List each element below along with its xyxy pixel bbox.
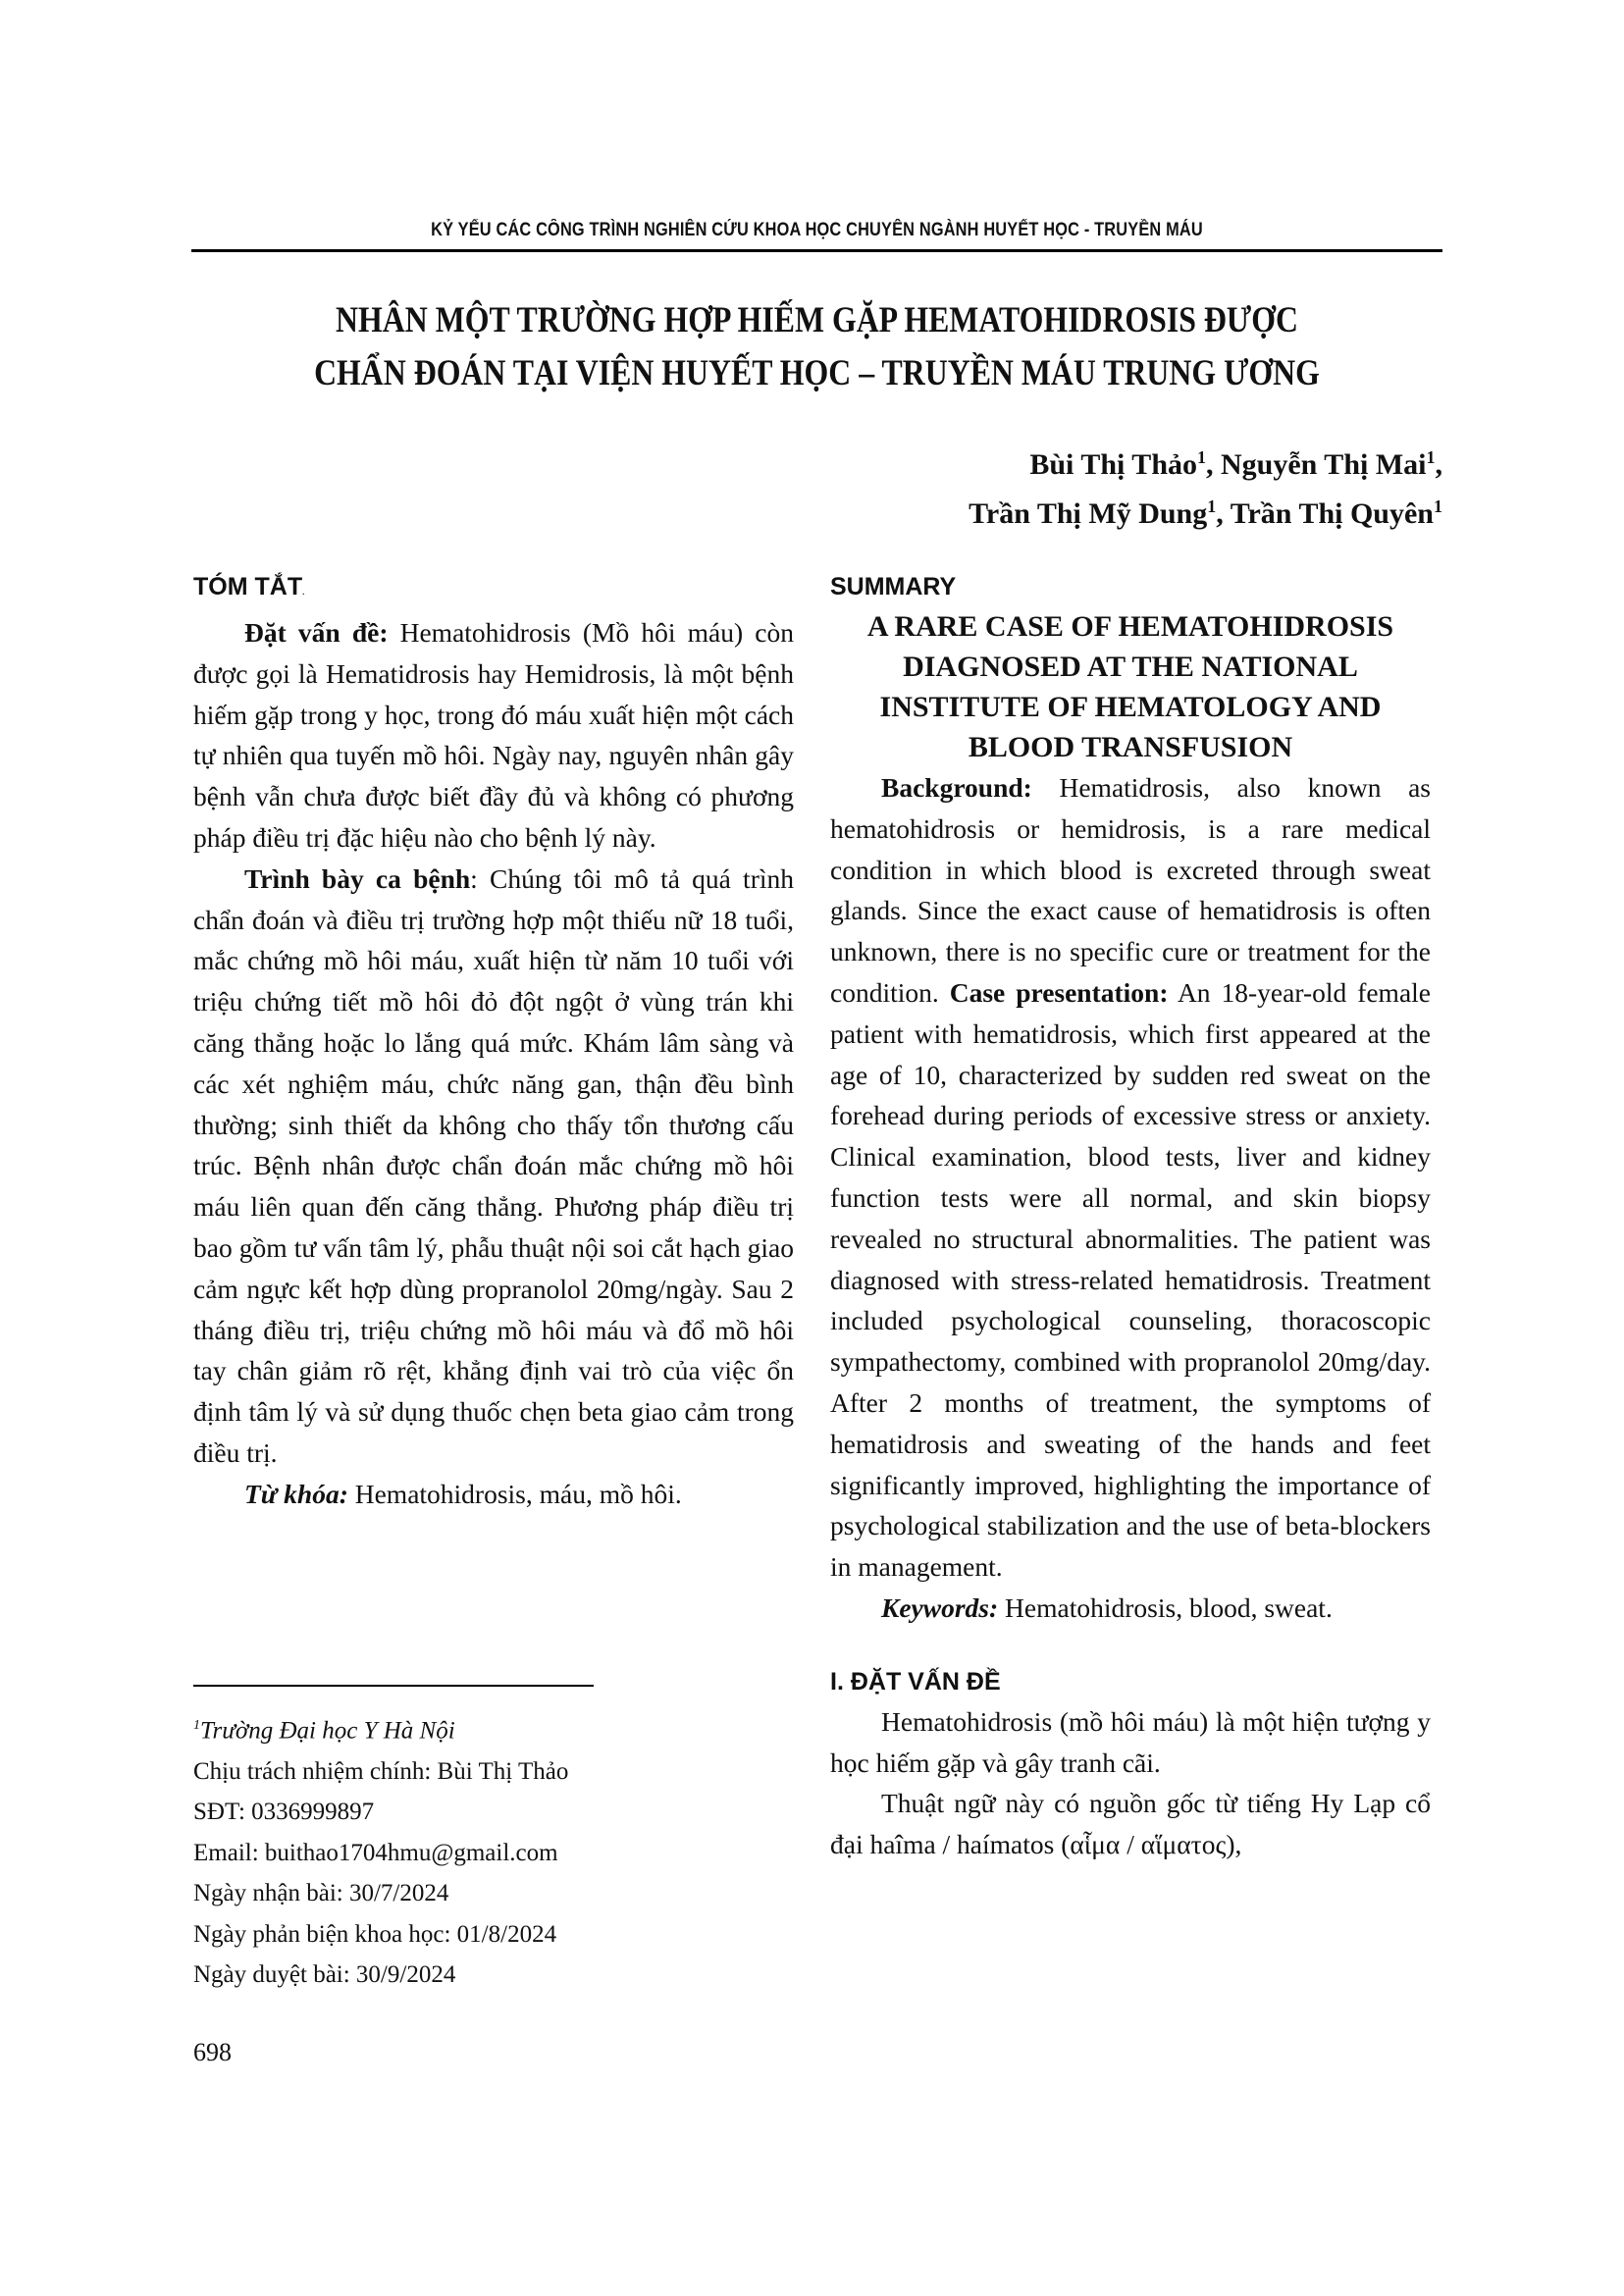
summary-body: Background: Hematidrosis, also known as hematohidrosis or hemidrosis, is a rare medical condition in which blood is excreted through sweat glands. Since the exact cause of hematidrosis is often unknown, there is no specific cure or treatment for the condition. Case presentation: An 18-year-old female patient with hematidrosis, which first appeared at the age of 10, characterized by sudden red sweat on the forehead during periods of excessive stress or anxiety. Clinical examination, blood tests, liver and kidney function tests were all normal, and skin biopsy revealed no structural abnormalities. The patient was diagnosed with stress-related hematidrosis. Treatment included psychological counseling, thoracoscopic sympathectomy, combined with propranolol 20mg/day. After 2 months of treatment, the symptoms of hematidrosis and sweating of the hands and feet significantly improved, highlighting the importance of psychological stabilization and the use of beta-blockers in management. [830, 772, 1431, 1583]
background-label: Đặt vấn đề: [244, 617, 389, 648]
author-affil: 1 [1207, 496, 1217, 516]
page-number: 698 [193, 2038, 232, 2066]
author-name: Bùi Thị Thảo [1029, 448, 1197, 481]
author-name: Nguyễn Thị Mai [1221, 448, 1427, 481]
phone: SĐT: 0336999897 [193, 1799, 375, 1826]
article-title [284, 294, 1351, 400]
case-label: Trình bày ca bệnh [244, 862, 471, 894]
received-date: Ngày nhận bài: 30/7/2024 [193, 1880, 449, 1907]
section-1-para-1: Hematohidrosis (mồ hôi máu) là một hiện tượng y học hiếm gặp và gây tranh cãi. [830, 1705, 1431, 1778]
summary-heading: SUMMARY [830, 573, 957, 600]
keywords-label: Từ khóa: [244, 1478, 348, 1509]
author-affil: 1 [1434, 496, 1442, 516]
email: Email: buithao1704hmu@gmail.com [193, 1839, 558, 1866]
section-1-para-2: Thuật ngữ này có nguồn gốc từ tiếng Hy Lạp cổ đại haîma / haímatos (αἷμα / αἵματος), [830, 1788, 1431, 1860]
title-line-1: NHÂN MỘT TRƯỜNG HỢP HIẾM GẶP HEMATOHIDROSIS ĐƯỢC [336, 300, 1298, 340]
abstract-vi-keywords: Từ khóa: Hematohidrosis, máu, mồ hôi. [244, 1478, 682, 1509]
abstract-vi-case: Trình bày ca bệnh: Chúng tôi mô tả quá trình chẩn đoán và điều trị trường hợp một thiếu nữ 18 tuổi, mắc chứng mồ hôi máu, xuất hiện từ năm 10 tuổi với triệu chứng tiết mồ hôi đỏ đột ngột ở vùng trán khi căng thẳng hoặc lo lắng quá mức. Khám lâm sàng và các xét nghiệm máu, chức năng gan, thận đều bình thường; sinh thiết da không cho thấy tổn thương cấu trúc. Bệnh nhân được chẩn đoán mắc chứng mồ hôi máu liên quan đến căng thẳng. Phương pháp điều trị bao gồm tư vấn tâm lý, phẫu thuật nội soi cắt hạch giao cảm ngực kết hợp dùng propranolol 20mg/ngày. Sau 2 tháng điều trị, triệu chứng mồ hôi máu và đổ mồ hôi tay chân giảm rõ rệt, khẳng định vai trò của việc ổn định tâm lý và sử dụng thuốc chẹn beta giao cảm trong điều trị. [193, 862, 794, 1468]
author-name: Trần Thị Mỹ Dung [969, 497, 1208, 530]
footnotes [193, 1705, 794, 1996]
footnote-rule [193, 1685, 594, 1687]
accepted-date: Ngày duyệt bài: 30/9/2024 [193, 1961, 456, 1989]
running-head: KỶ YẾU CÁC CÔNG TRÌNH NGHIÊN CỨU KHOA HỌC CHUYÊN NGÀNH HUYẾT HỌC - TRUYỀN MÁU [431, 220, 1203, 240]
case-label: Case presentation: [949, 976, 1169, 1008]
title-line-2: CHẨN ĐOÁN TẠI VIỆN HUYẾT HỌC – TRUYỀN MÁU TRUNG ƯƠNG [314, 353, 1320, 393]
author-affil: 1 [1426, 447, 1436, 467]
author-name: Trần Thị Quyên [1230, 497, 1434, 530]
summary-keywords: Keywords: Hematohidrosis, blood, sweat. [881, 1592, 1333, 1623]
summary-title: A RARE CASE OF HEMATOHIDROSIS DIAGNOSED AT THE NATIONAL INSTITUTE OF HEMATOLOGY AND BLOOD TRANSFUSION [866, 610, 1394, 763]
section-1-heading: I. ĐẶT VẤN ĐỀ [830, 1667, 1001, 1696]
right-column [830, 567, 1431, 1865]
abstract-vi-background: Đặt vấn đề: Hematohidrosis (Mồ hôi máu) còn được gọi là Hematidrosis hay Hemidrosis, là một bệnh hiếm gặp trong y học, trong đó máu xuất hiện một cách tự nhiên qua tuyến mồ hôi. Ngày nay, nguyên nhân gây bệnh vẫn chưa được biết đầy đủ và không có phương pháp điều trị đặc hiệu nào cho bệnh lý này. [193, 617, 794, 853]
corresponding-author: Chịu trách nhiệm chính: Bùi Thị Thảo [193, 1757, 569, 1785]
author-list: Bùi Thị Thảo$^1$, Nguyễn Thị Mai$^1$, Trần Thị Mỹ Dung$^1$, Trần Thị Quyên$^1$ [969, 447, 1442, 530]
author-affil: 1 [1197, 447, 1206, 467]
reviewed-date: Ngày phản biện khoa học: 01/8/2024 [193, 1920, 557, 1948]
left-column [193, 567, 794, 1515]
header-rule [191, 249, 1442, 252]
abstract-vi-heading: TÓM TẮT. [193, 573, 305, 600]
background-label: Background: [881, 772, 1032, 803]
keywords-label: Keywords: [881, 1592, 999, 1623]
affiliation: $^1$Trường Đại học Y Hà Nội [193, 1717, 455, 1745]
